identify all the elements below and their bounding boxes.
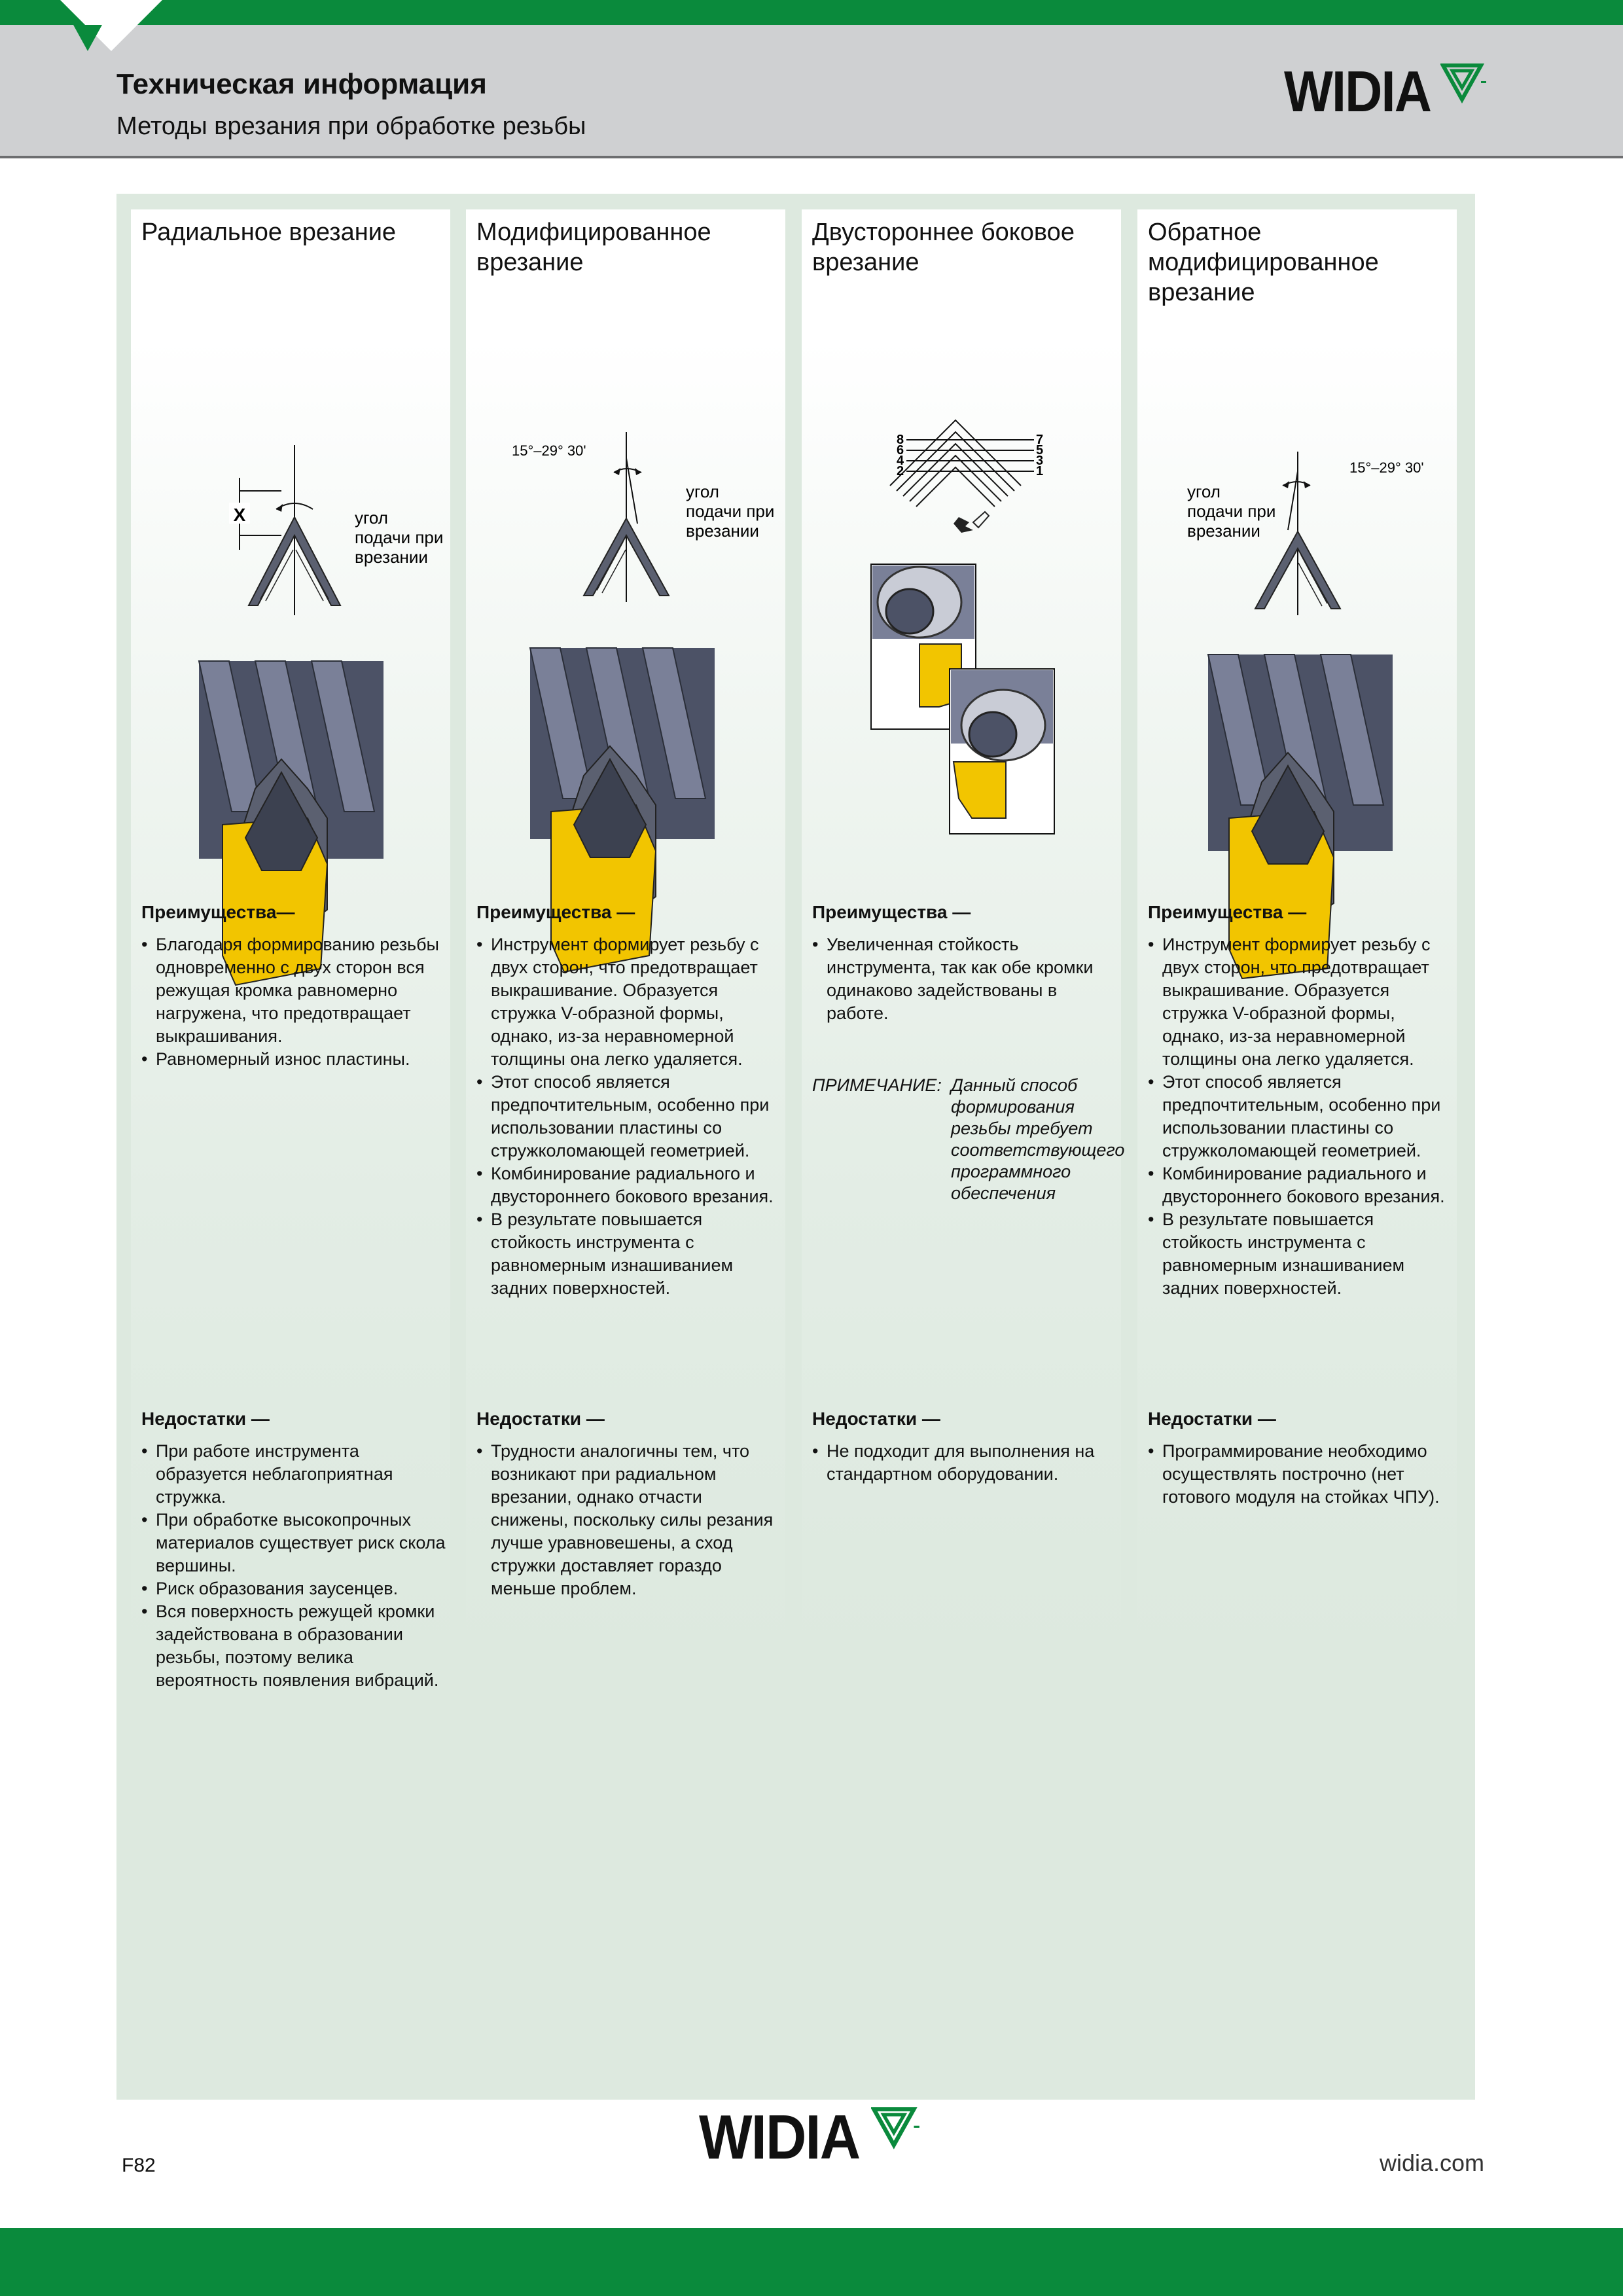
header-subtitle: Методы врезания при обработке резьбы <box>116 113 586 140</box>
advantages-heading: Преимущества — <box>476 902 635 922</box>
top-brand-bar <box>0 0 1623 25</box>
feed-angle-label-3: врезании <box>355 547 428 567</box>
list-item: • В результате повышается стойкость инструмента с равномерным изнашиванием задних поверхностей. <box>1148 1208 1454 1300</box>
disadvantages-heading: Недостатки — <box>812 1408 940 1429</box>
column-title: Радиальное врезание <box>141 219 397 246</box>
disadvantages-list <box>812 1440 1118 1486</box>
feed-angle-label-2: подачи при <box>355 528 444 547</box>
list-item: • В результате повышается стойкость инструмента с равномерным изнашиванием задних поверхностей. <box>476 1208 783 1300</box>
advantages-list <box>1148 933 1454 1300</box>
widia-triangle-icon <box>1440 63 1488 105</box>
svg-text:угол: угол <box>686 482 719 501</box>
list-item: • Увеличенная стойкость инструмента, так как обе кромки одинаково задействованы в работе. <box>812 933 1118 1025</box>
advantages-list <box>141 933 448 1071</box>
list-item: • Инструмент формирует резьбу с двух сторон, что предотвращает выкрашивание. Образуется стружка V-образной формы, однако, из-за неравномерной толщины она легко удаляется. <box>476 933 783 1071</box>
pass-number-right: 5 <box>1036 443 1044 457</box>
column-title: Обратное модифицированное врезание <box>1148 219 1379 306</box>
list-item: • Комбинирование радиального и двустороннего бокового врезания. <box>1148 1162 1454 1208</box>
column-alternating-flank-infeed <box>802 209 1125 1927</box>
pass-number-left: 8 <box>897 433 904 447</box>
disadvantages-heading: Недостатки — <box>141 1408 270 1429</box>
x-dimension-label: X <box>233 505 246 525</box>
pass-number-left: 4 <box>897 454 904 468</box>
disadvantages-list <box>141 1440 448 1692</box>
column-title: Двустороннее боковое врезание <box>812 219 1075 276</box>
list-item: • Инструмент формирует резьбу с двух сторон, что предотвращает выкрашивание. Образуется стружка V-образной формы, однако, из-за неравномерной толщины она легко удаляется. <box>1148 933 1454 1071</box>
list-item: • Этот способ является предпочтительным, особенно при использовании пластины со стружколомающей геометрией. <box>1148 1071 1454 1162</box>
list-item: • Риск образования заусенцев. <box>141 1577 448 1600</box>
bottom-brand-bar <box>0 2228 1623 2296</box>
widia-logo-header <box>1284 59 1488 124</box>
list-item: • Трудности аналогичны тем, что возникают при радиальном врезании, однако отчасти снижены, поскольку силы резания лучше уравновешены, а сход стружки доставляет гораздо меньше проблем. <box>476 1440 783 1600</box>
corner-notch-green <box>73 25 102 51</box>
advantages-heading: Преимущества — <box>812 902 971 922</box>
pass-number-left: 2 <box>897 464 904 478</box>
column-title: Модифицированное врезание <box>476 219 711 276</box>
list-item: • Вся поверхность режущей кромки задействована в образовании резьбы, поэтому велика вероятность появления вибраций. <box>141 1600 448 1692</box>
list-item: • Равномерный износ пластины. <box>141 1048 448 1071</box>
svg-text:врезании: врезании <box>686 521 759 541</box>
thread-cutting-illustration <box>1208 655 1393 978</box>
pass-number-right: 7 <box>1036 433 1044 447</box>
pass-number-left: 6 <box>897 443 904 457</box>
list-item: • При работе инструмента образуется неблагоприятная стружка. <box>141 1440 448 1509</box>
column-radial-infeed <box>131 209 450 1927</box>
widia-triangle-icon <box>871 2106 921 2151</box>
disadvantages-list <box>476 1440 783 1600</box>
page-number: F82 <box>122 2155 156 2176</box>
disadvantages-list <box>1148 1440 1454 1509</box>
column-reverse-modified-infeed <box>1137 209 1457 1927</box>
list-item: • Этот способ является предпочтительным, особенно при использовании пластины со стружколомающей геометрией. <box>476 1071 783 1162</box>
disadvantages-heading: Недостатки — <box>1148 1408 1276 1429</box>
note-label: ПРИМЕЧАНИЕ: <box>812 1075 942 1095</box>
logo-wordmark: WIDIA <box>699 2102 860 2172</box>
widia-logo-footer <box>699 2102 921 2172</box>
list-item: • Комбинирование радиального и двустороннего бокового врезания. <box>476 1162 783 1208</box>
header-title: Техническая информация <box>116 68 487 100</box>
pass-number-right: 3 <box>1036 454 1044 468</box>
column-modified-infeed <box>466 209 785 1927</box>
angle-range-label: 15°–29° 30' <box>1349 459 1424 476</box>
svg-text:подачи при: подачи при <box>686 501 775 521</box>
svg-text:врезании: врезании <box>1187 521 1260 541</box>
list-item: • Благодаря формированию резьбы одновременно с двух сторон вся режущая кромка равномерно нагружена, что предотвращает выкрашивания. <box>141 933 448 1048</box>
svg-text:угол: угол <box>1187 482 1221 501</box>
advantages-heading: Преимущества— <box>141 902 295 922</box>
thread-cutting-illustration <box>530 648 715 972</box>
disadvantages-heading: Недостатки — <box>476 1408 605 1429</box>
pass-number-right: 1 <box>1036 464 1044 478</box>
advantages-list <box>476 933 783 1300</box>
list-item: • Программирование необходимо осуществлять построчно (нет готового модуля на стойках ЧПУ). <box>1148 1440 1454 1509</box>
angle-range-label: 15°–29° 30' <box>512 442 586 459</box>
website-link[interactable]: widia.com <box>1380 2149 1485 2176</box>
list-item: • При обработке высокопрочных материалов существует риск скола вершины. <box>141 1509 448 1577</box>
list-item: • Не подходит для выполнения на стандартном оборудовании. <box>812 1440 1118 1486</box>
advantages-list <box>812 933 1118 1025</box>
svg-text:подачи при: подачи при <box>1187 501 1276 521</box>
advantages-heading: Преимущества — <box>1148 902 1307 922</box>
logo-wordmark: WIDIA <box>1284 59 1431 124</box>
note-text: Данный способ формирования резьбы требует соответствующего программного обеспечения <box>951 1075 1125 1203</box>
feed-angle-label-1: угол <box>355 508 388 528</box>
tool-view-lower <box>950 669 1054 834</box>
